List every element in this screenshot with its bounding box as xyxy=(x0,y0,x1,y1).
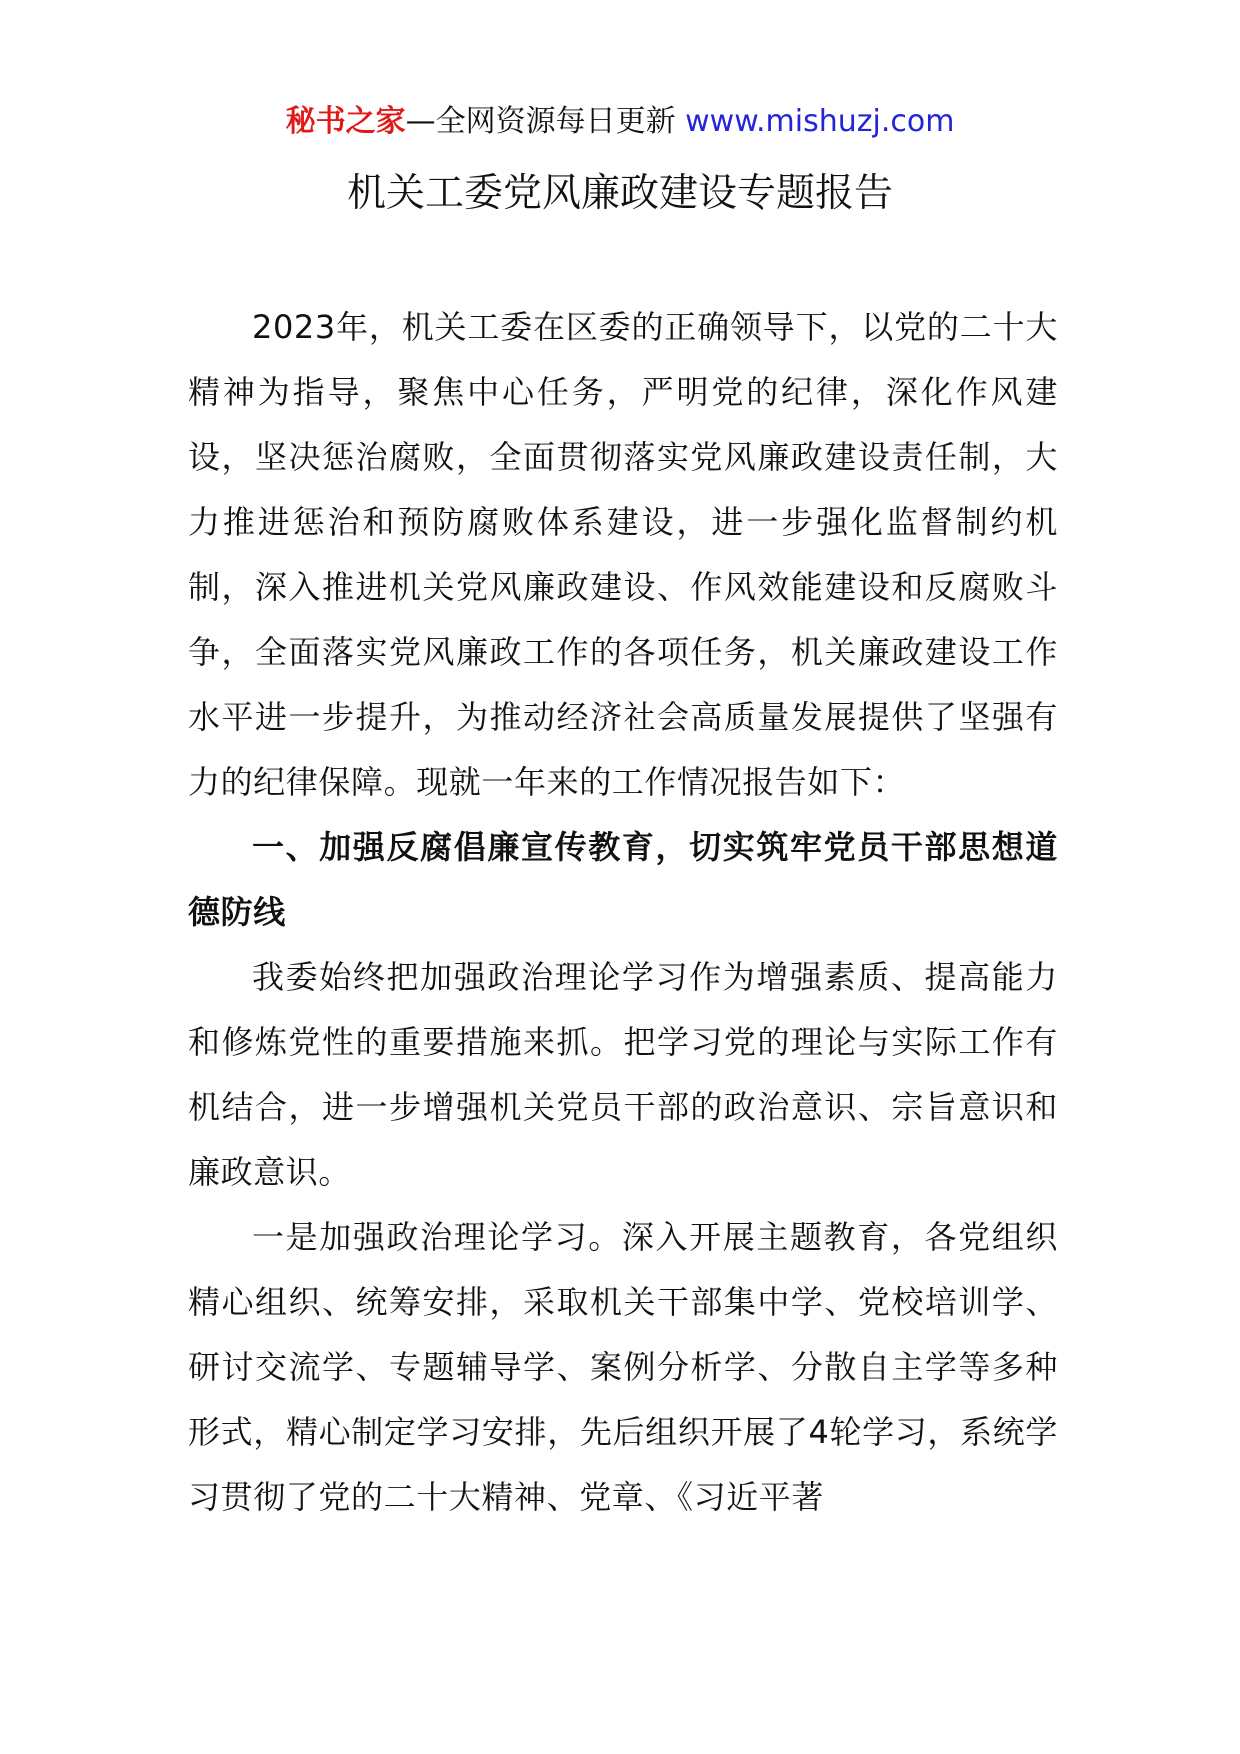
header-tagline: —全网资源每日更新 xyxy=(405,104,676,139)
section-1-paragraph-1: 我委始终把加强政治理论学习作为增强素质、提高能力和修炼党性的重要措施来抓。把学习党的理论与实际工作有机结合，进一步增强机关党员干部的政治意识、宗旨意识和廉政意识。 xyxy=(188,958,1058,1191)
brand-name: 秘书之家 xyxy=(285,104,406,139)
site-url-link[interactable]: www.mishuzj.com xyxy=(685,104,955,139)
site-header xyxy=(0,100,1240,144)
intro-paragraph: 2023年，机关工委在区委的正确领导下，以党的二十大精神为指导，聚焦中心任务，严明党的纪律，深化作风建设，坚决惩治腐败，全面贯彻落实党风廉政建设责任制，大力推进惩治和预防腐败体系建设，进一步强化监督制约机制，深入推进机关党风廉政建设、作风效能建设和反腐败斗争，全面落实党风廉政工作的各项任务，机关廉政建设工作水平进一步提升，为推动经济社会高质量发展提供了坚强有力的纪律保障。现就一年来的工作情况报告如下： xyxy=(188,308,1058,801)
document-body xyxy=(188,295,1058,1530)
section-1-paragraph-2: 一是加强政治理论学习。深入开展主题教育，各党组织精心组织、统筹安排，采取机关干部集中学、党校培训学、研讨交流学、专题辅导学、案例分析学、分散自主学等多种形式，精心制定学习安排，先后组织开展了4轮学习，系统学习贯彻了党的二十大精神、党章、《习近平著 xyxy=(188,1218,1058,1516)
document-title: 机关工委党风廉政建设专题报告 xyxy=(346,171,893,216)
section-heading-1: 一、加强反腐倡廉宣传教育，切实筑牢党员干部思想道德防线 xyxy=(188,828,1058,931)
